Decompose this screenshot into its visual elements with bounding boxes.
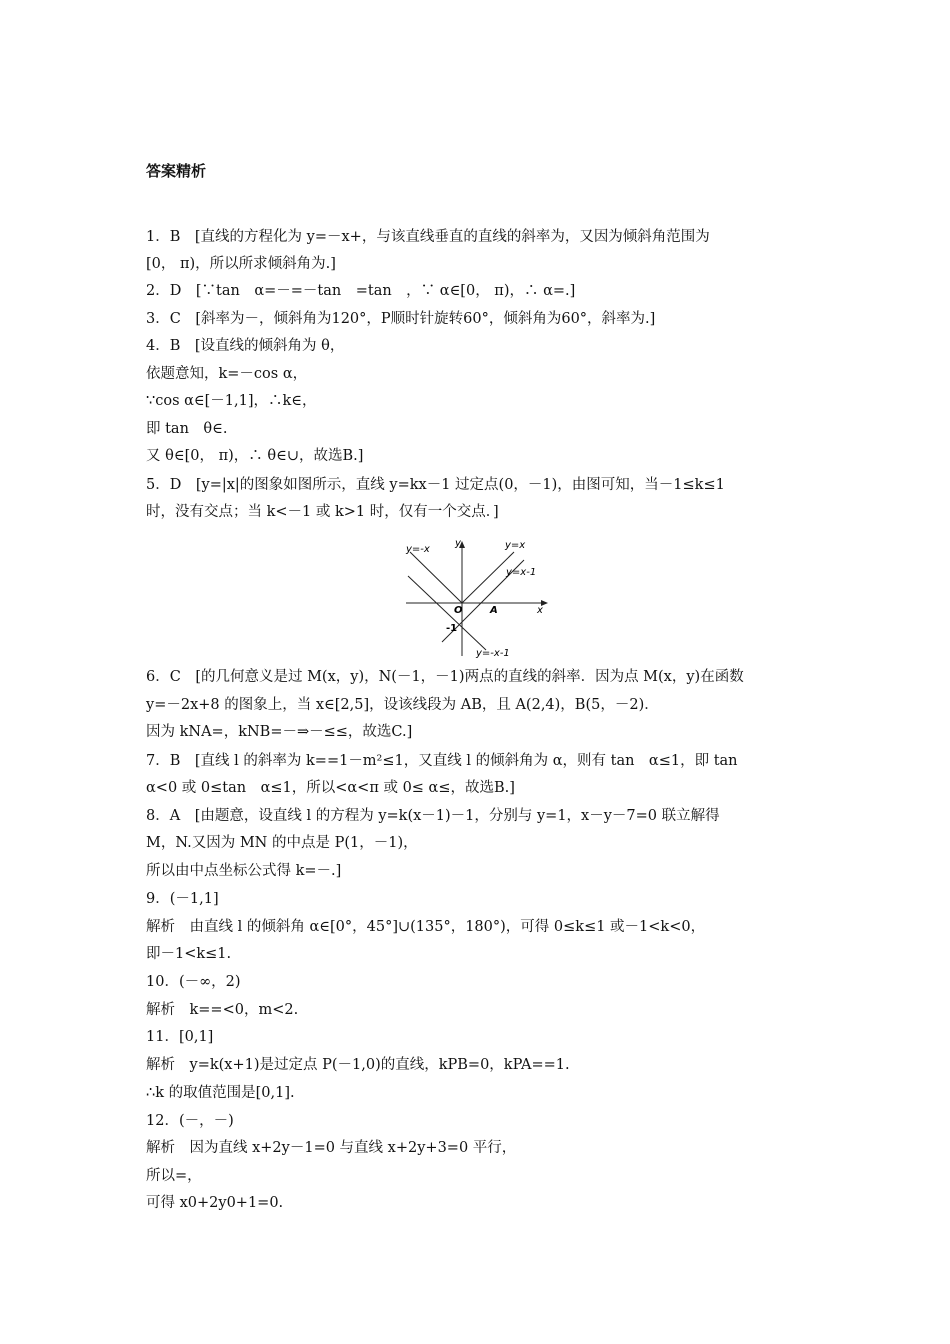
answer-line: 即 tan θ∈. xyxy=(146,421,228,437)
answer-line: 依题意知，k=－cos α， xyxy=(146,366,308,382)
answer-line: 即－1<k≤1. xyxy=(146,946,232,962)
label-minus-one: -1 xyxy=(446,623,458,634)
answer-line: 6．C [的几何意义是过 M(x，y)，N(－1，－1)两点的直线的斜率．因为点 M(x，y)在函数 xyxy=(146,669,744,685)
answer-line: 解析 由直线 l 的倾斜角 α∈[0°，45°]∪(135°，180°)，可得 0≤k≤1 或－1<k<0， xyxy=(146,919,706,935)
label-y-neg-x-minus-1: y=-x-1 xyxy=(476,648,510,659)
label-y-x-minus-1: y=x-1 xyxy=(506,567,537,578)
answer-line: 8．A [由题意，设直线 l 的方程为 y=k(x－1)－1，分别与 y=1，x－y－7=0 联立解得 xyxy=(146,808,720,824)
answer-line: 2．D [∵tan α=－=－tan =tan ，∵ α∈[0， π)，∴ α=.] xyxy=(146,283,576,299)
answer-line: 又 θ∈[0， π)，∴ θ∈∪，故选B.] xyxy=(146,448,364,464)
answer-line: 5．D [y=|x|的图象如图所示，直线 y=kx－1 过定点(0，－1)，由图可知，当－1≤k≤1 xyxy=(146,477,725,493)
label-y-axis: y xyxy=(455,538,461,549)
answer-line: 1．B [直线的方程化为 y=－x+，与该直线垂直的直线的斜率为，又因为倾斜角范围为 xyxy=(146,229,710,245)
label-y-eq-x: y=x xyxy=(505,540,526,551)
graph-figure xyxy=(398,532,554,662)
label-origin: O xyxy=(454,605,463,616)
answer-line: 解析 因为直线 x+2y－1=0 与直线 x+2y+3=0 平行， xyxy=(146,1140,517,1156)
answer-line: ∵cos α∈[－1,1]，∴k∈， xyxy=(146,393,317,409)
answer-line: 11．[0,1] xyxy=(146,1029,214,1045)
answer-line: 解析 y=k(x+1)是过定点 P(－1,0)的直线，kPB=0，kPA==1. xyxy=(146,1057,570,1073)
answer-line: 时，没有交点；当 k<－1 或 k>1 时，仅有一个交点．] xyxy=(146,504,499,520)
answer-line: 4．B [设直线的倾斜角为 θ， xyxy=(146,338,345,354)
answer-line: 12．(－，－) xyxy=(146,1113,234,1129)
answer-line: ∴k 的取值范围是[0,1]. xyxy=(146,1085,295,1101)
answer-line: 解析 k==<0，m<2. xyxy=(146,1002,299,1018)
answer-line: 可得 x0+2y0+1=0. xyxy=(146,1195,284,1211)
section-title: 答案精析 xyxy=(146,162,207,180)
label-x-axis: x xyxy=(537,605,543,616)
answer-line: 因为 kNA=，kNB=－⇒－≤≤，故选C.] xyxy=(146,724,413,740)
answer-line: 所以=， xyxy=(146,1168,202,1184)
label-point-a: A xyxy=(490,605,498,616)
answer-line: M，N.又因为 MN 的中点是 P(1，－1)， xyxy=(146,835,418,851)
answer-line: α<0 或 0≤tan α≤1，所以<α<π 或 0≤ α≤，故选B.] xyxy=(146,780,515,796)
answer-line: y=－2x+8 的图象上，当 x∈[2,5]，设该线段为 AB，且 A(2,4)，B(5，－2)． xyxy=(146,697,659,713)
answer-line: [0， π)，所以所求倾斜角为.] xyxy=(146,256,336,272)
label-y-neg-x: y=-x xyxy=(406,544,430,555)
answer-line: 10．(－∞，2) xyxy=(146,974,241,990)
answer-line: 所以由中点坐标公式得 k=－.] xyxy=(146,863,342,879)
answer-line: 9．(－1,1] xyxy=(146,891,219,907)
answer-line: 7．B [直线 l 的斜率为 k==1－m²≤1，又直线 l 的倾斜角为 α，则有 tan α≤1，即 tan xyxy=(146,753,738,769)
answer-line: 3．C [斜率为－，倾斜角为120°，P顺时针旋转60°，倾斜角为60°，斜率为.] xyxy=(146,311,656,327)
